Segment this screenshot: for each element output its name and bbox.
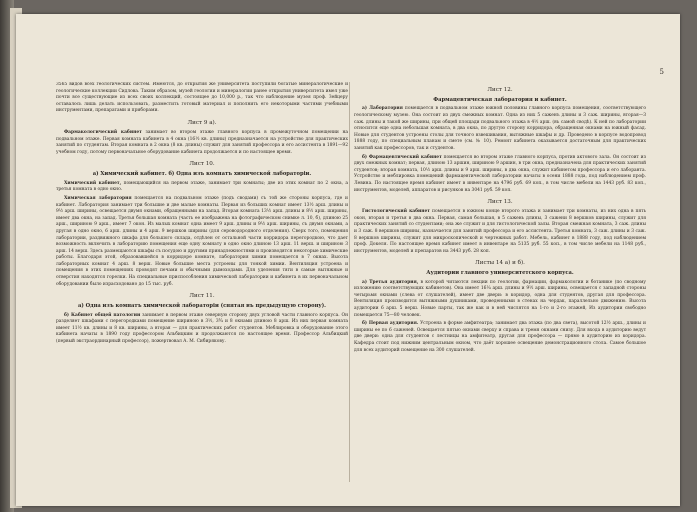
paragraph — [354, 209, 646, 255]
paragraph — [354, 155, 646, 195]
paragraph-lead: б) Первая аудитория. — [362, 321, 419, 327]
paragraph-text: помещается в подвальном этаже южной половины главного корпуса помещения, соответствующего геологическому музею. Она состоит из двух смежных комнат. Одна из них 5 саженъ длины и 3 саж. ширины, вторая—3 саж. длины и такой же ширины, при общей площади подвального этажа в 4½ арш. (въ самой сводѣ). К ней по лаборатории относится еще одна небольшая комната, в два окна, по другую сторону корридора, обращенная окнами на южный фасад. Новые для студентов устроены столы для точного взвешивания, вытяжные шкафы и др. Проведено в корпусе водопровод 1888 году, по специальным планам и смете (см. № 10). Ремонт кабинета оказывается достаточным для практических занятий как профессоров, так и студентов. — [354, 106, 646, 151]
paragraph — [354, 321, 646, 354]
section-subheading: Аудитории главного университетского корпуса. — [426, 270, 574, 277]
sheet-heading: Лист 9 а). — [187, 119, 217, 126]
intro-paragraph: 3565 видов всех геологических систем. Имеются, до открытия же университета поступили богатые минералогические и геологические коллекции Сидлова. Таким образом, музей геологии и минералогии ранее открытия университета имел уже почти все существующие из всех своих коллекций, состоящее до 10,000 р., так что наблюдение музея проф. Зейцеру оставалось лишь делать использовать, разместить готовый материал и пополнить его некоторыми частями учебными инструментами, препаратами и приборами. — [56, 82, 348, 114]
paragraph-lead: Фармакологический кабинет — [64, 129, 142, 135]
paragraph — [56, 313, 348, 346]
paragraph-lead: а) Третья аудитория, — [362, 279, 419, 285]
paragraph-lead: а) Лаборатория — [362, 106, 403, 112]
sheet-heading: Листы 14 а) и б). — [475, 260, 525, 267]
paragraph — [56, 196, 348, 288]
paragraph-text: помещается в южном конце второго этажа и занимает три комнаты, из них одна в пять окон, вторая и третья в два окна. Первая, самая большая, в 5 сажень длины, 3 сажени 8 вершков ширины, служит для практических занятий со студентами; она же служит и для гистологической залы. Вторая смежная комната, 3 саж. длины и 3 саж. 8 вершков ширины, назначается для занятий профессора и его ассистента. Третья комната, 3 саж. длины и 3 саж. 8 вершков ширины, служит для микроскопической и чертежных работ. Мебель, кабинет в 1888 году, под наблюдением проф. Докеля. По настоящее время кабинет имеет в инвентаре на 5135 руб. 55 коп., в том числе мебели на 1148 руб., инструментов, моделей и препаратов на 3443 руб. 28 коп. — [354, 209, 646, 254]
paragraph-text: Устроена в форме амфитеатра; занимает два этажа (по два света), высотой 12½ арш., длины и ширины ее по 6 саженей. Освещается пятью окнами сверху и справа и тремя окнами снизу. Для входа в аудиторию ведут две двери: одна для студентов с лестницы на амфитеатр, другая для профессора — прямо в аудиторию из коридора. Кафедра стоит под нижним центральным окном, что даёт хорошее освещение демонстрационного стола. Самое большое для всех аудиторий помещение на 300 слушателей. — [354, 321, 646, 353]
paragraph — [56, 181, 348, 194]
sheet-heading: Лист 13. — [487, 199, 513, 206]
left-column — [56, 82, 348, 492]
paragraph-lead: Гистологический кабинет — [362, 209, 431, 215]
paragraph-text: в которой читаются лекции по геологии, фармации, фармакологии и ботанике (по сводному изложению соответствующих кабинетов). Она имеет 16¼ арш. длины и 9½ арш. ширины, освещается с западной стороны четырьмя окнами (слева от слушателей), имеет две двери: в коридор, одна для студентов, другая для профессора. Вентиляция производится вытяжными душниками, проведенными в стенах на чердак, параллельно движению. Высота аудитории 6 арш. 5 верш. Новые парты, так же как и в ней числятся на 1-го и 2-го этажей, Из аудитории свободно помещается 75—80 человек. — [354, 279, 646, 318]
sheet-heading: Лист 12. — [487, 87, 513, 93]
paragraph-lead: б) Фармацевтический кабинет — [362, 154, 442, 160]
right-column — [354, 82, 646, 492]
paragraph-text: помещается во втором этаже главного корпуса, против актового зала. Он состоит из двух смежных комнат; первая, длиною 13 аршин, шириною 9 аршин, в три окна, предназначена для практических занятий студентов; вторая комната, 10½ арш. длины и 9 арш. ширины, в два окна, служит кабинетом профессора и его лаборанта. Устройство и меблировка помещений фармацевтической лаборатории начаты в осени 1888 года, под наблюдением проф. Левина. По настоящее время кабинет имеет в инвентаре на 4796 руб. 69 коп., в том числе мебели на 1443 руб. 83 коп., инструментов, моделей, аппаратов и рисунков на 3041 руб. 59 коп. — [354, 154, 646, 193]
paragraph-text: занимает во втором этаже главного корпуса в промежуточном помещении на подвальном этаже. Первая комната кабинета в 4 окна (16½ кв. длины) предназначается на устройство для практических занятий по студентам. Вторая комната в 2 окна (8 кв. длины) служит для занятий профессора и его ассистента в 1891—92 учебном году, потому первоначальное оборудование кабинета продолжается и по настоящее время. — [56, 129, 348, 155]
paragraph-text: занимает в первом этаже северную сторону двух угловой части главного корпуса. Он разделяет шкафами с перегородками помещение шириною в 3½, 3¾ и 8 окнами длиною 8 арш. Из них первая комната имеет 11½ кв. длины и 8 кв. ширины, а вторая — для практических работ студентов. Меблировка и оборудование этого кабинета начаты в 1890 году профессором Альбицким и продолжаются по настоящее время. Профессор Альбицкий (первый экстраординарный профессор), пожертвовал А. М. Сибирякову. — [56, 312, 348, 345]
sheet-heading: Лист 11. — [189, 293, 215, 300]
paragraph-lead: Химическая лаборатория — [64, 195, 132, 201]
paragraph-lead: б) Кабинет общей патологии — [64, 312, 141, 318]
paragraph-text: помещающийся на первом этаже, занимает три комнаты; две из этих комнат по 2 окна, а третья комната в одно окно. — [56, 180, 348, 193]
paragraph-text: помещается на подвальном этаже (подъ сводами) съ той же стороны корпуса, где и кабинет. Лаборатория занимает три большие и две малые комнаты. Первая из больших комнат имеет 13½ арш. длины и 9½ арш. ширины, освещается двумя окнами, обращенными на запад. Вторая комната 13½ арш. длины и 8½ арш. ширины, имеет два окна, на запад. Третья большая комната (часть ее изображена на фотографическом снимке л. 10, б), длиною 25 арш., шириною 9 арш., имеет 7 окон. Из малых комнат одна имеет 9 арш. длины и 9½ арш. ширины, съ двумя окнами, а другая в одно окно, 6 арш. длины и 4 арш. 9 вершков ширины (для сероводородного отделения). Сверх того, помещения лаборатории, раздвижного шкафа для большого склада, отдѣлен от остальной части корридора перегородкою, что дает возможность включить в лабораторию помещения еще одну комнату в одно окно длиною 13 арш. 11 верш. и шириною 3 арш. 14 верш. Здесь размещаются шкафы съ посудою и другими принадлежностями и производятся некоторые химические работы. Благодаря этой, образовавшейся в корридоре комнате, лаборатория химии помещается в 7 окнах. Высота лабораторных комнат 4 арш. 8 верш. Новые большие места устроены для тонкой химии. Вентиляция устроена и помещения в этих помещениях проводят печами и обычными дымоходами. Для уделения тяги в самые вытяжные и отверстия находятся горелки. На специальные приспособления химической лаборатории и кабинета в их первоначальном оборудовании было израсходовано до 15 тыс. руб. — [56, 195, 348, 287]
sheet-heading: Лист 10. — [189, 161, 215, 168]
paragraph — [354, 280, 646, 320]
section-subheading: а) Химический кабинет. б) Одна изъ комнатъ химической лабораторіи. — [92, 171, 312, 178]
column-divider — [349, 82, 350, 482]
paragraph-lead: Химический кабинет, — [64, 180, 122, 186]
book-page — [16, 14, 680, 506]
paragraph — [354, 106, 646, 152]
section-subheading: Фармацевтическая лаборатория и кабинет. — [433, 97, 567, 103]
paragraph — [56, 130, 348, 156]
section-subheading: а) Одна изъ комнатъ химической лабораторіи (снятая въ предыдущую сторону). — [77, 303, 326, 310]
page-number: 5 — [659, 68, 664, 76]
